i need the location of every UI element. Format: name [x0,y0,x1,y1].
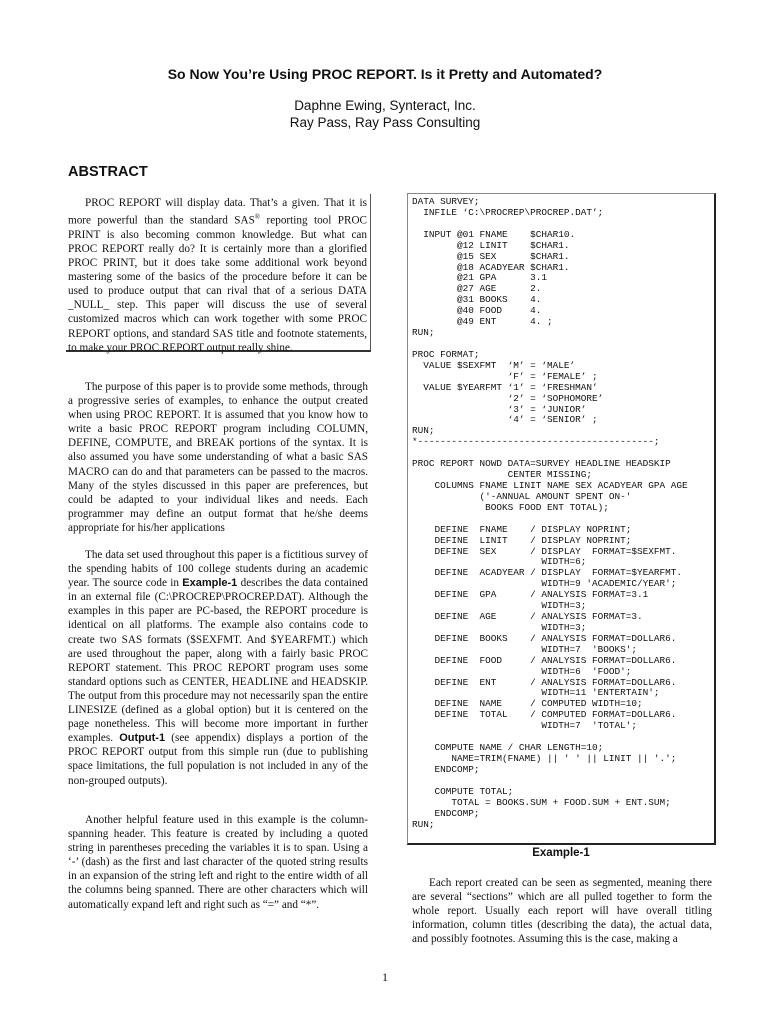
code-line: RUN; [412,327,435,339]
registered-mark: ® [254,213,261,222]
code-line: VALUE $YEARFMT ‘1’ = ‘FRESHMAN’ [412,381,598,393]
code-line: WIDTH=3; [412,621,587,633]
code-line: RUN; [412,818,435,830]
abstract-text-b: reporting tool PROC PRINT is also becoming common knowledge. But what can PROC REPORT really do? It is certainly more than a glorified PROC PRINT, but it does take some additional work beyond mastering some of the basics of the procedure before it can be used to produce output that can rival that of a serious DATA _NULL_ step. This paper will discuss the use of several customized macros which can work together with some PROC REPORT options, and standard SAS title and footnote statements, to make your PROC REPORT output really shine. [68,214,367,354]
code-line: COMPUTE NAME / CHAR LENGTH=10; [412,742,604,754]
code-line: COMPUTE TOTAL; [412,785,514,797]
code-line: DEFINE TOTAL / COMPUTED FORMAT=DOLLAR6. [412,709,677,721]
code-line: WIDTH=6 'FOOD'; [412,665,632,677]
code-line: ENDCOMP; [412,763,480,775]
code-line: DEFINE AGE / ANALYSIS FORMAT=3. [412,611,643,623]
example-1-reference: Example-1 [182,577,238,590]
code-line: DATA SURVEY; [412,196,480,207]
code-line: COLUMNS FNAME LINIT NAME SEX ACADYEAR GPA AGE [412,479,688,491]
abstract-paragraph [68,196,367,355]
code-line: @27 AGE 2. [412,283,542,295]
code-line: INPUT @01 FNAME $CHAR10. [412,228,576,240]
dataset-text-b: describes the data contained in an external file (C:\PROCREP\PROCREP.DAT). Although the examples in this paper are PC-based, the REPORT procedure is identical on all platforms. The example also contains code to create two SAS formats ($SEXFMT. And $YEARFMT.) which are used throughout the paper, along with a fairly basic PROC REPORT statement. This PROC REPORT program uses some standard options such as CENTER, HEADLINE and HEADSKIP. The output from this procedure may not necessarily span the entire LINESIZE (defined as a global option) but it is centered on the page nonetheless. This will become more important in further examples. [68,577,369,745]
dataset-text-a: The data set used throughout this paper is a fictitious survey of the spending habits of 100 college students during an academic year. The source code in [68,549,368,590]
code-line: PROC FORMAT; [412,348,480,360]
code-line: ‘2’ = ‘SOPHOMORE’ [412,392,604,404]
purpose-paragraph: The purpose of this paper is to provide some methods, through a progressive series of examples, to enhance the output created when using PROC REPORT. It is assumed that you know how to write a basic PROC REPORT program including COLUMN, DEFINE, COMPUTE, and BREAK portions of the syntax. It is also assumed you have some understanding of what a basic SAS MACRO can do and that parameters can be passed to the macros. Many of the styles discussed in this paper are preferences, but could be adapted to your individual likes and needs. Each programmer may define an output format that he/she deems appropriate for his/her applications [68,381,368,534]
code-line: WIDTH=6; [412,556,587,568]
code-line: @12 LINIT $CHAR1. [412,239,570,251]
report-paragraph: Each report created can be seen as segmented, meaning there are several “sections” which are all pulled together to form the whole report. Usually each report will have overall titling information, column titles (describing the data), the actual data, and possibly footnotes. Assuming this is the case, making a [412,877,712,946]
code-line: WIDTH=3; [412,600,587,612]
code-line: *------------------------------------------; [412,436,660,448]
code-line: VALUE $SEXFMT ‘M’ = ‘MALE’ [412,359,576,371]
code-line: DEFINE NAME / COMPUTED WIDTH=10; [412,698,643,710]
code-line: DEFINE BOOKS / ANALYSIS FORMAT=DOLLAR6. [412,632,677,644]
author-block [0,97,770,131]
abstract-text-a: PROC REPORT will display data. That’s a given. That it is more powerful than the standard SAS [68,197,367,227]
author-line-1: Daphne Ewing, Synteract, Inc. [294,98,476,113]
output-1-reference: Output-1 [119,732,166,745]
code-line: BOOKS FOOD ENT TOTAL); [412,501,609,513]
code-line: DEFINE FNAME / DISPLAY NOPRINT; [412,523,632,535]
code-line: DEFINE FOOD / ANALYSIS FORMAT=DOLLAR6. [412,654,677,666]
code-line: ‘4’ = ‘SENIOR’ ; [412,414,598,426]
code-line: NAME=TRIM(FNAME) || ' ' || LINIT || '.'; [412,753,677,765]
code-line: DEFINE LINIT / DISPLAY NOPRINT; [412,534,632,546]
code-listing [412,197,688,830]
page-number: 1 [382,970,388,984]
code-line: INFILE ‘C:\PROCREP\PROCREP.DAT’; [412,206,604,218]
code-line: WIDTH=7 'BOOKS'; [412,643,638,655]
code-line: @40 FOOD 4. [412,305,542,317]
code-line: ‘F’ = ‘FEMALE’ ; [412,370,598,382]
dataset-text-c: (see appendix) displays a portion of the PROC REPORT output from this simple run (due to publishing space limitations, the full population is not included in any of the non-grouped outputs). [68,732,369,787]
paper-title: So Now You’re Using PROC REPORT. Is it Pretty and Automated? [167,66,603,82]
code-line: RUN; [412,425,435,437]
code-line: @31 BOOKS 4. [412,294,542,306]
code-line: WIDTH=11 'ENTERTAIN'; [412,687,660,699]
code-line: DEFINE SEX / DISPLAY FORMAT=$SEXFMT. [412,545,677,557]
code-line: CENTER MISSING; [412,469,593,481]
code-line: DEFINE ENT / ANALYSIS FORMAT=DOLLAR6. [412,676,677,688]
code-line: WIDTH=9 'ACADEMIC/YEAR'; [412,578,677,590]
code-line: @21 GPA 3.1 [412,272,548,284]
code-line: WIDTH=7 'TOTAL'; [412,720,638,732]
code-line: @15 SEX $CHAR1. [412,250,570,262]
code-line: DEFINE GPA / ANALYSIS FORMAT=3.1 [412,589,649,601]
feature-paragraph: Another helpful feature used in this example is the column-spanning header. This feature is created by including a quoted string in parentheses preceding the variables it is to span. Using a ‘-’ (dash) as the first and last character of the quoted string results in an expansion of the string left and right to the entire width of all the columns being spanned. There are other characters which will automatically expand left and right such as “=” and “*”. [68,814,368,911]
dataset-paragraph [68,548,368,788]
code-line: DEFINE ACADYEAR / DISPLAY FORMAT=$YEARFMT. [412,567,683,579]
code-line: @49 ENT 4. ; [412,316,553,328]
abstract-heading: ABSTRACT [68,164,148,180]
code-line: PROC REPORT NOWD DATA=SURVEY HEADLINE HEADSKIP [412,458,671,470]
code-line: ENDCOMP; [412,807,480,819]
code-line: ('-ANNUAL AMOUNT SPENT ON-' [412,490,632,502]
code-line: ‘3’ = ‘JUNIOR’ [412,403,587,415]
author-line-2: Ray Pass, Ray Pass Consulting [289,115,481,130]
code-line: @18 ACADYEAR $CHAR1. [412,261,570,273]
example-caption: Example-1 [532,847,590,859]
code-line: TOTAL = BOOKS.SUM + FOOD.SUM + ENT.SUM; [412,796,671,808]
